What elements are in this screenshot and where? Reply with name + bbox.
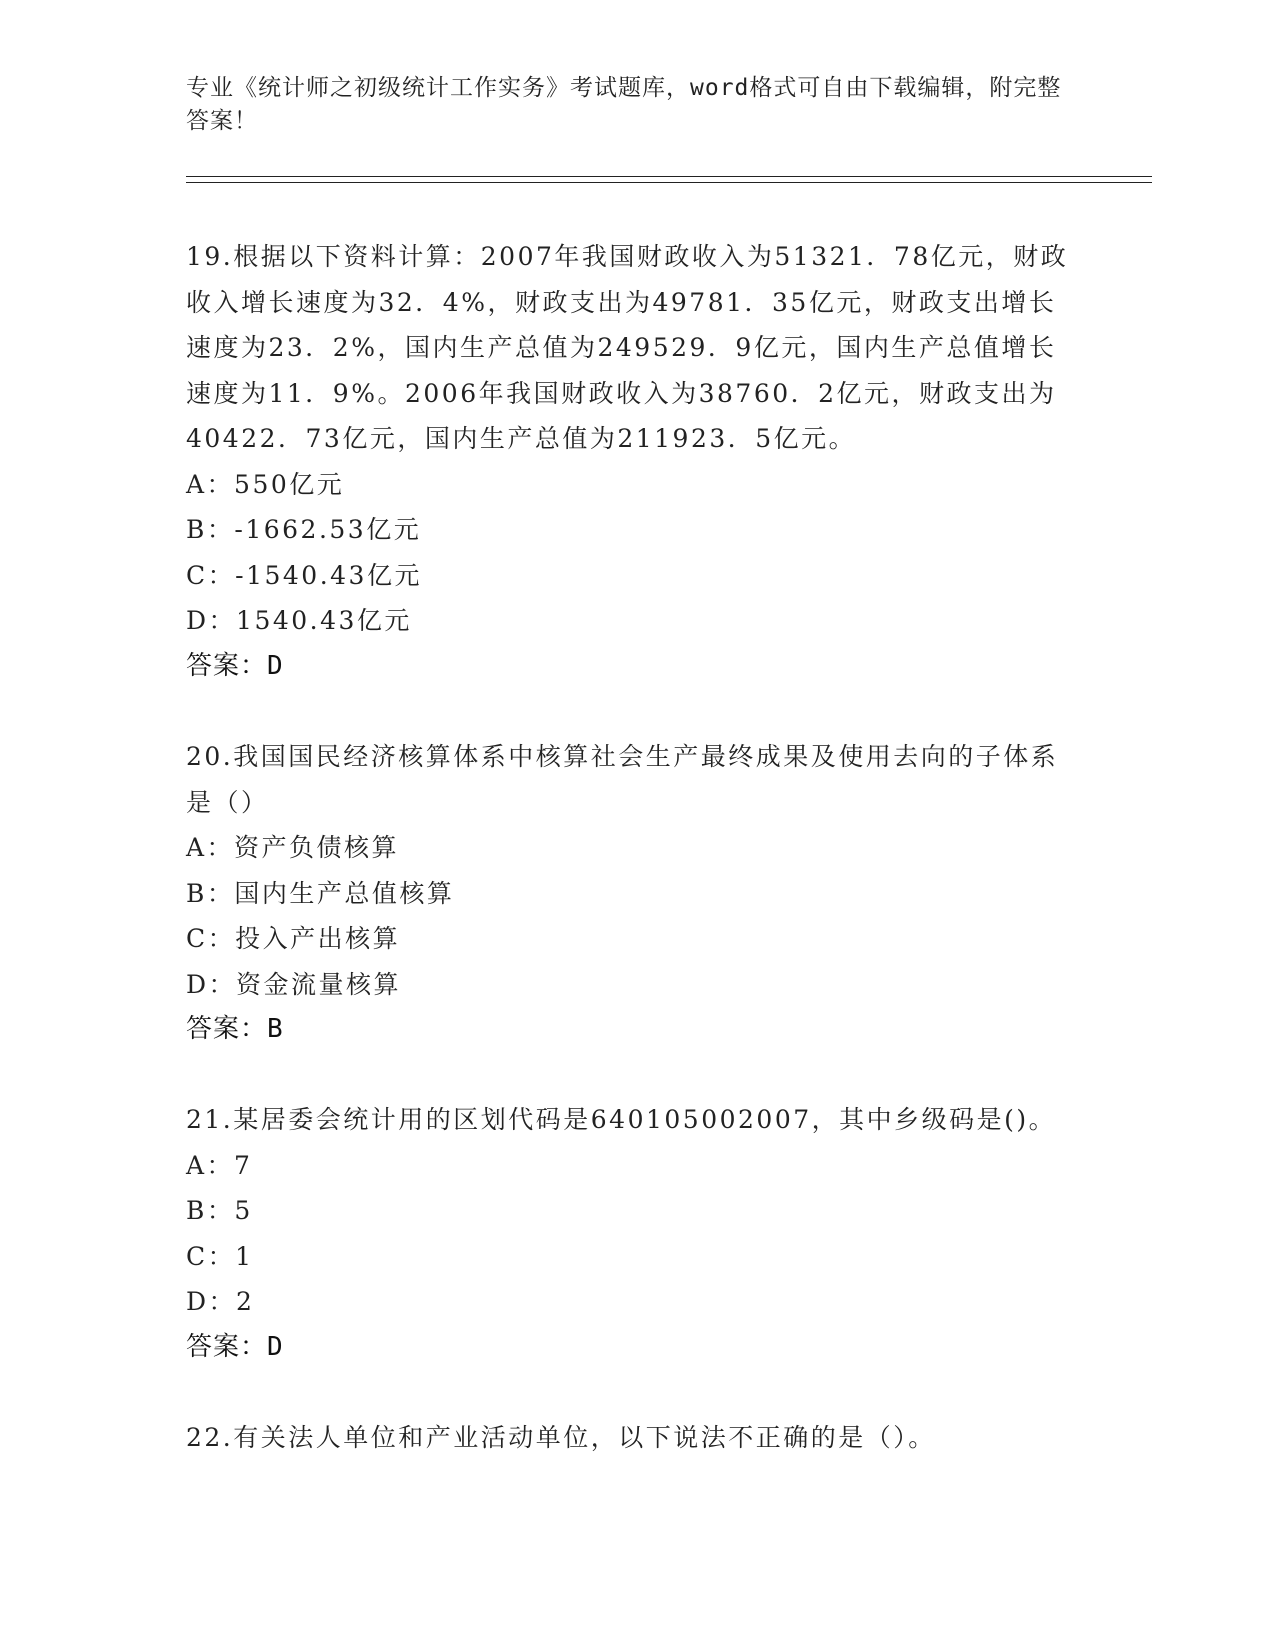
- question-stem: 22.有关法人单位和产业活动单位，以下说法不正确的是（）。: [186, 1423, 936, 1452]
- answer: 答案：D: [186, 650, 284, 681]
- option-d: D：2: [186, 1287, 255, 1316]
- option-d: D：资金流量核算: [186, 969, 402, 999]
- option-a: A：550亿元: [186, 469, 345, 499]
- option-b: B：5: [186, 1196, 253, 1225]
- header-divider-bottom: [186, 182, 1152, 183]
- option-c: C：1: [186, 1241, 254, 1271]
- option-a: A：7: [186, 1150, 253, 1180]
- question-22: [186, 1415, 1076, 1461]
- question-20: [186, 734, 1076, 1053]
- header-divider-top: [186, 176, 1152, 177]
- document-header: 专业《统计师之初级统计工作实务》考试题库，word格式可自由下载编辑，附完整答案！: [186, 75, 1062, 134]
- question-stem: 21.某居委会统计用的区划代码是640105002007，其中乡级码是()。: [186, 1105, 1057, 1134]
- option-d: D：1540.43亿元: [186, 606, 412, 635]
- question-stem: 19.根据以下资料计算：2007年我国财政收入为51321．78亿元，财政收入增长速度为32．4%，财政支出为49781．35亿元，财政支出增长速度为23．2%，国内生产总值为249529．9亿元，国内生产总值增长速度为11．9%。2006年我国财政收入为38760．2亿元，财政支出为40422．73亿元，国内生产总值为211923．5亿元。: [186, 242, 1069, 453]
- question-stem: 20.我国国民经济核算体系中核算社会生产最终成果及使用去向的子体系是（）: [186, 742, 1059, 817]
- option-a: A：资产负债核算: [186, 833, 400, 862]
- option-b: B：国内生产总值核算: [186, 878, 455, 908]
- answer: 答案：D: [186, 1331, 284, 1362]
- option-c: C：-1540.43亿元: [186, 560, 422, 590]
- answer: 答案：B: [186, 1014, 284, 1044]
- question-21: [186, 1097, 1076, 1370]
- option-b: B：-1662.53亿元: [186, 515, 422, 544]
- question-19: [186, 234, 1076, 689]
- option-c: C：投入产出核算: [186, 924, 401, 953]
